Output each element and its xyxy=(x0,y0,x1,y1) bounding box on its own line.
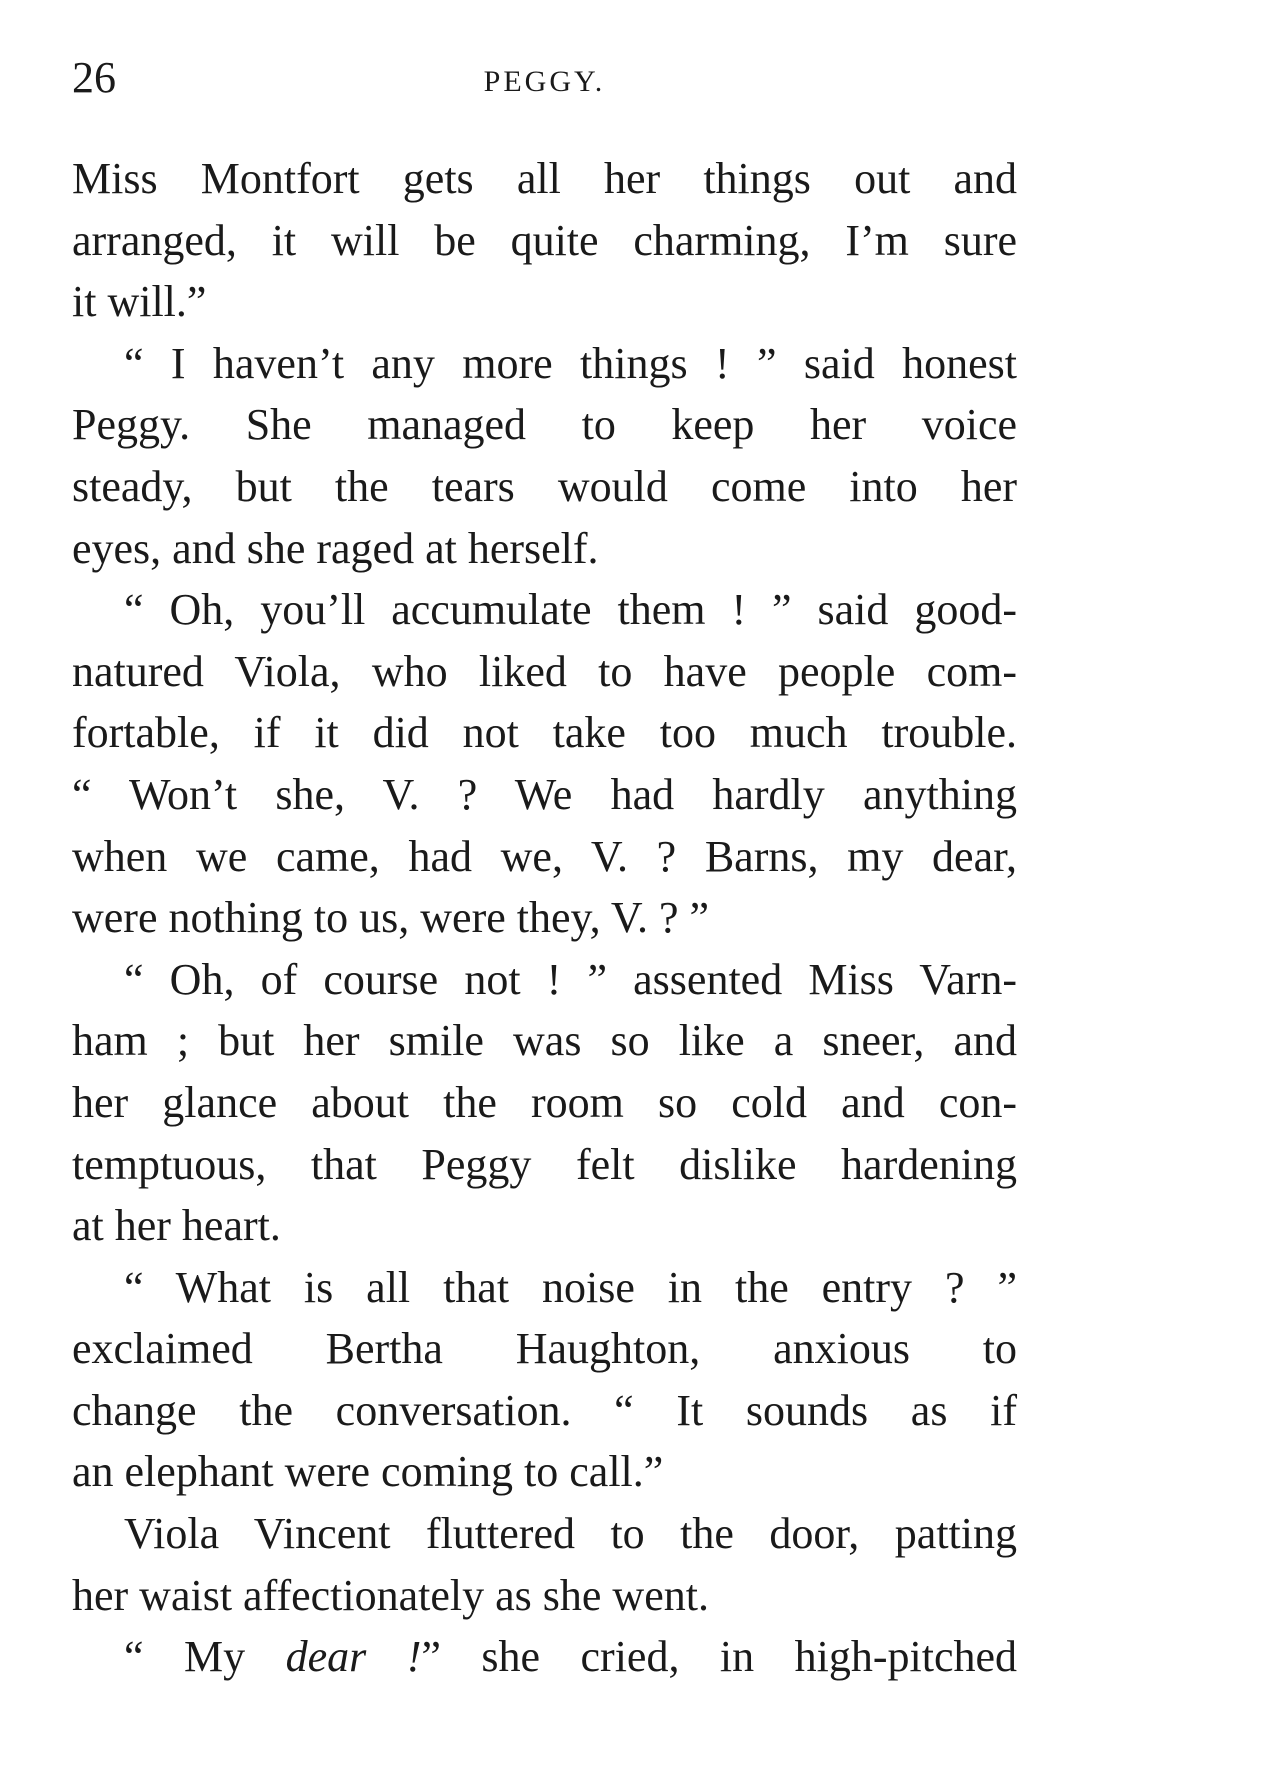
text-line: steady, but the tears would come into her xyxy=(72,461,1017,511)
page-header xyxy=(72,48,1017,108)
text-line: Viola Vincent fluttered to the door, patting xyxy=(124,1509,1017,1559)
text-line: “ Won’t she, V. ? We had hardly anything xyxy=(72,769,1017,819)
text-line: Peggy. She managed to keep her voice xyxy=(72,400,1017,450)
text-line: change the conversation. “ It sounds as if xyxy=(72,1385,1017,1435)
text-line: “ I haven’t any more things ! ” said honest xyxy=(124,338,1017,388)
text-line: “ Oh, of course not ! ” assented Miss Varn- xyxy=(124,954,1017,1004)
text-line: Miss Montfort gets all her things out and xyxy=(72,154,1017,203)
body-text xyxy=(72,148,1017,1688)
text-fragment: “ My xyxy=(124,1632,246,1682)
text-line: at her heart. xyxy=(72,1201,281,1251)
text-line: exclaimed Bertha Haughton, anxious to xyxy=(72,1324,1017,1374)
page-number: 26 xyxy=(72,53,116,102)
text-line: “ What is all that noise in the entry ? ” xyxy=(124,1262,1017,1312)
text-line: her waist affectionately as she went. xyxy=(72,1570,709,1620)
text-line xyxy=(72,1626,1017,1688)
text-line: an elephant were coming to call.” xyxy=(72,1447,664,1497)
running-title: PEGGY. xyxy=(483,65,606,98)
emphasized-text: dear ! xyxy=(285,1632,422,1682)
text-line: ham ; but her smile was so like a sneer, and xyxy=(72,1016,1017,1066)
text-line: temptuous, that Peggy felt dislike hardening xyxy=(72,1139,1017,1189)
text-line: it will.” xyxy=(72,277,207,327)
text-line: were nothing to us, were they, V. ? ” xyxy=(72,893,710,943)
text-line: eyes, and she raged at herself. xyxy=(72,523,599,573)
text-line: arranged, it will be quite charming, I’m sure xyxy=(72,215,1017,265)
text-fragment: ” she cried, in high-pitched xyxy=(421,1632,1018,1682)
text-line: natured Viola, who liked to have people com- xyxy=(72,646,1017,696)
text-line: when we came, had we, V. ? Barns, my dear, xyxy=(72,831,1017,881)
text-line: “ Oh, you’ll accumulate them ! ” said good- xyxy=(124,585,1017,635)
text-line: fortable, if it did not take too much trouble. xyxy=(72,708,1017,758)
text-line: her glance about the room so cold and con- xyxy=(72,1077,1017,1127)
